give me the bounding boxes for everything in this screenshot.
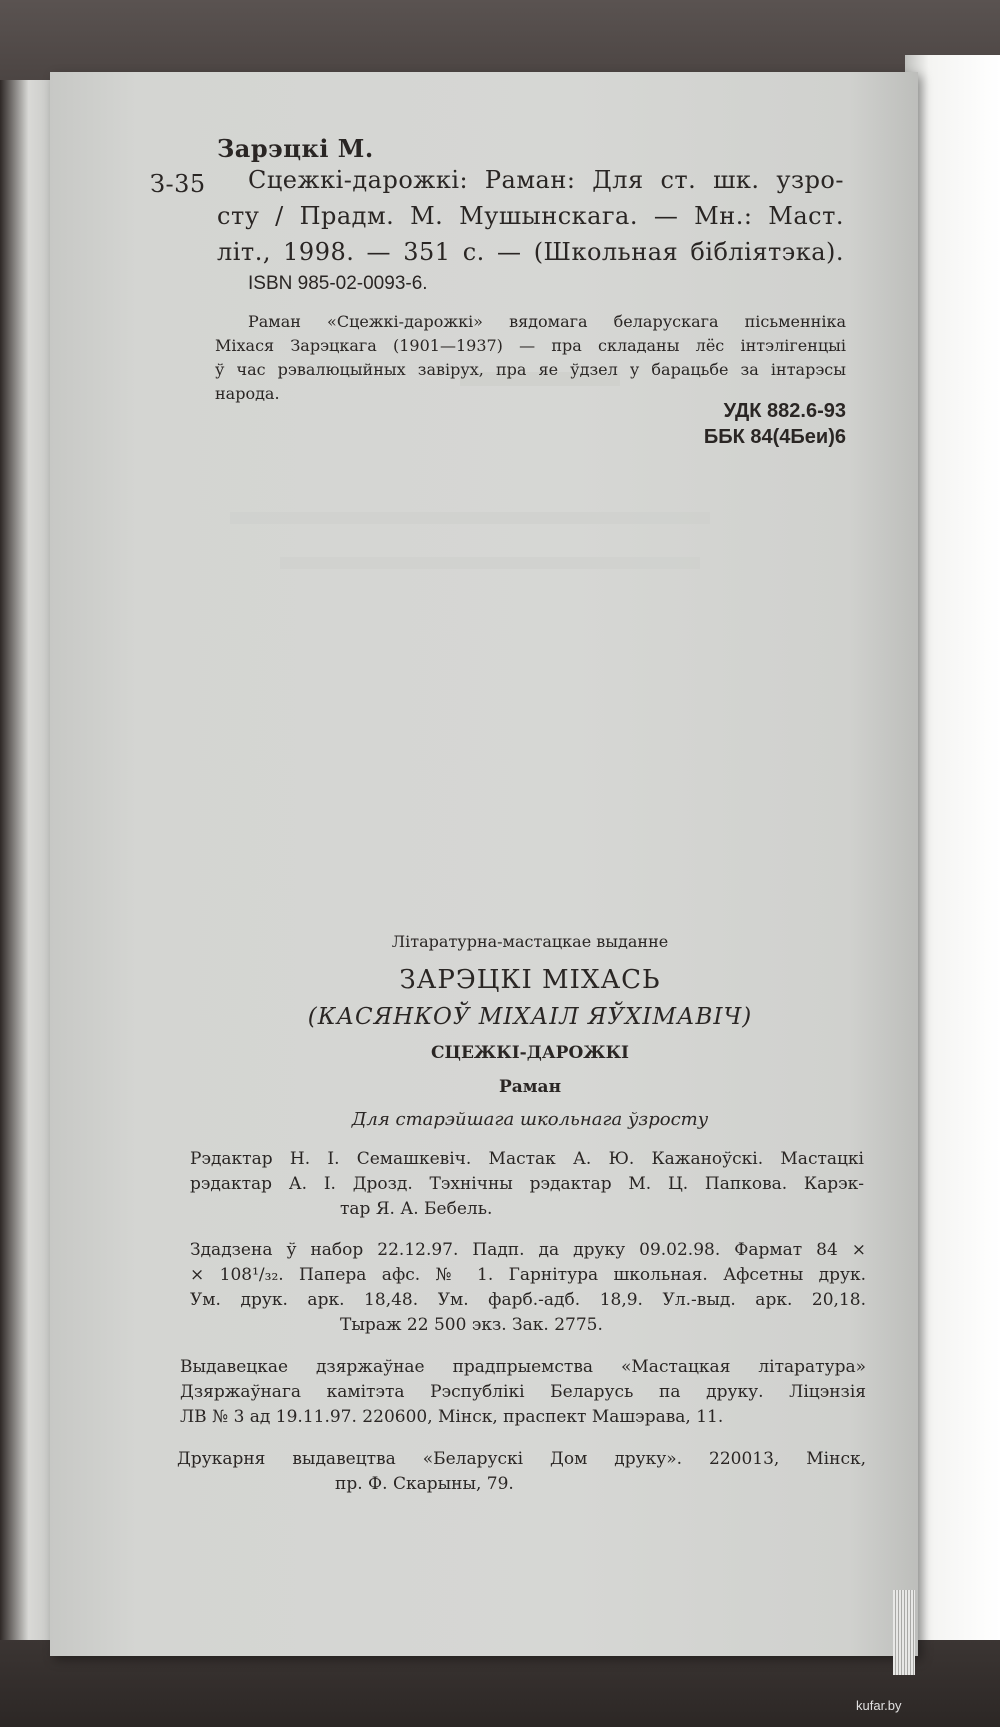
book-title: СЦЕЖКІ-ДАРОЖКІ: [431, 1043, 629, 1063]
card-author: Зарэцкі М.: [217, 134, 374, 163]
annotation-line-3: ў час рэвалюцыйных завірух, пра яе ўдзел у барацьбе за інтарэсы: [215, 360, 846, 379]
print-info-line-2: × 108¹/₃₂. Папера афс. № 1. Гарнітура школьная. Афсетны друк.: [190, 1265, 866, 1285]
edition-type: Літаратурна-мастацкае выданне: [391, 932, 669, 951]
publisher-line-3: ЛВ № 3 ад 19.11.97. 220600, Мінск, праспект Машэрава, 11.: [180, 1407, 724, 1427]
printer-line-2: пр. Ф. Скарыны, 79.: [335, 1474, 514, 1494]
show-through-mark: [280, 557, 700, 569]
annotation-line-4: народа.: [215, 384, 280, 403]
left-page-edge: [0, 80, 52, 1660]
card-code: З-35: [150, 170, 206, 198]
publisher-line-2: Дзяржаўнага камітэта Рэспублікі Беларусь па друку. Ліцэнзія: [180, 1382, 866, 1402]
print-info-line-4: Тыраж 22 500 экз. Зак. 2775.: [340, 1315, 603, 1335]
author-real-name: (КАСЯНКОЎ МІХАІЛ ЯЎХІМАВІЧ): [307, 1004, 753, 1030]
book-cover-edge: [905, 55, 1000, 1680]
editors-line-3: тар Я. А. Бебель.: [340, 1199, 493, 1219]
bookmark-ribbon: [893, 1590, 915, 1675]
publisher-line-1: Выдавецкае дзяржаўнае прадпрыемства «Мастацкая літаратура»: [180, 1357, 866, 1377]
show-through-mark: [230, 512, 710, 524]
print-info-line-1: Здадзена ў набор 22.12.97. Падп. да друку 09.02.98. Фармат 84 ×: [190, 1240, 866, 1260]
card-line-1: Сцежкі-дарожкі: Раман: Для ст. шк. узро-: [248, 166, 844, 194]
udk-code: УДК 882.6-93: [723, 400, 846, 422]
printer-line-1: Друкарня выдавецтва «Беларускі Дом друку». 220013, Мінск,: [177, 1449, 866, 1469]
book-page: [50, 72, 918, 1656]
book-genre: Раман: [498, 1077, 562, 1097]
bbk-code: ББК 84(4Беи)6: [703, 426, 846, 448]
print-info-line-3: Ум. друк. арк. 18,48. Ум. фарб.-адб. 18,9. Ул.-выд. арк. 20,18.: [190, 1290, 866, 1310]
editors-line-2: рэдактар А. І. Дрозд. Тэхнічны рэдактар М. Ц. Папкова. Карэк-: [190, 1174, 864, 1194]
editors-line-1: Рэдактар Н. І. Семашкевіч. Мастак А. Ю. Кажаноўскі. Мастацкі: [190, 1149, 864, 1169]
watermark: kufar.by: [856, 1698, 902, 1713]
card-isbn: ISBN 985-02-0093-6.: [248, 273, 428, 294]
audience: Для старэйшага школьнага ўзросту: [351, 1109, 709, 1130]
card-line-3: літ., 1998. — 351 с. — (Школьная бібліятэка).: [217, 238, 844, 266]
author-name: ЗАРЭЦКІ МІХАСЬ: [399, 965, 661, 995]
annotation-line-1: Раман «Сцежкі-дарожкі» вядомага беларускага пісьменніка: [248, 312, 846, 331]
annotation-line-2: Міхася Зарэцкага (1901—1937) — пра складаны лёс інтэлігенцыі: [215, 336, 846, 355]
card-line-2: сту / Прадм. М. Мушынскага. — Мн.: Маст.: [217, 202, 844, 230]
